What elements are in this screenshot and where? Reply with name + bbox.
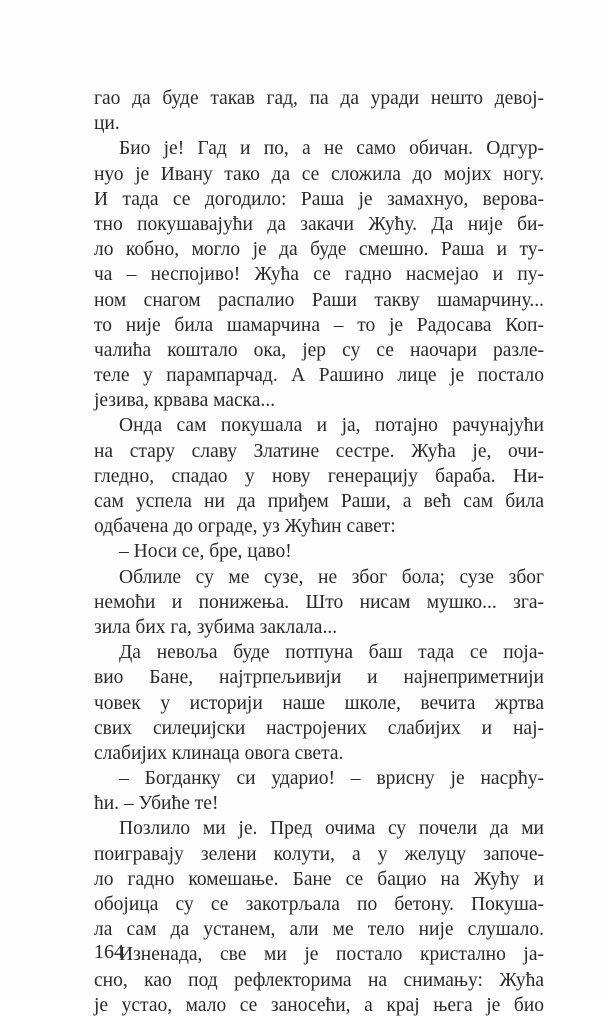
text-line: свих силеџијски настројених слабијих и нај- bbox=[94, 717, 544, 739]
text-line: ло гадно комешање. Бане се бацио на Жућу и bbox=[94, 868, 544, 890]
text-line: гао да буде такав гад, па да уради нешто девој- bbox=[94, 88, 544, 109]
text-line: – Богданку си ударио! – врисну је насрћу- bbox=[119, 768, 544, 790]
text-line: на стару славу Златине сестре. Жућа је, очи- bbox=[94, 440, 544, 462]
text-line: вио Бане, најтрпељивији и најнеприметнији bbox=[94, 667, 544, 689]
text-line: обојица су се закотрљала по бетону. Покуша- bbox=[94, 894, 544, 915]
text-line: одбачена до ограде, уз Жућин савет: bbox=[94, 516, 396, 538]
text-line: Онда сам покушала и ја, потајно рачунајући bbox=[119, 415, 544, 437]
text-line: чалића коштало ока, јер су се наочари разле- bbox=[94, 339, 544, 361]
text-line: Облиле су ме сузе, не због бола; сузе због bbox=[119, 566, 544, 588]
text-line: језива, крвава маска... bbox=[94, 390, 276, 412]
text-line: – Носи се, бре, цаво! bbox=[119, 541, 292, 563]
text-line: ном снагом распалио Раши такву шамарчину... bbox=[94, 289, 544, 311]
text-line: слабијих клинаца овога света. bbox=[94, 742, 344, 764]
text-line: тно покушавајући да закачи Жућу. Да није би- bbox=[94, 213, 544, 235]
text-line: ла сам да устанем, али ме тело није слушало. bbox=[94, 919, 544, 941]
text-line: ци. bbox=[94, 113, 120, 135]
page-number: 164 bbox=[94, 941, 124, 963]
text-line: Позлило ми је. Пред очима су почели да ми bbox=[119, 818, 544, 840]
text-line: Да невоља буде потпуна баш тада се поја- bbox=[119, 642, 544, 664]
body-text bbox=[94, 86, 544, 1018]
text-line: поигравају зелени колути, а у желуцу започе- bbox=[94, 843, 544, 865]
text-line: Био је! Гад и по, а не само обичан. Одгур- bbox=[119, 138, 544, 160]
text-line: човек у историји наше школе, вечита жртва bbox=[94, 692, 544, 714]
text-line: то није била шамарчина – то је Радосава Коп- bbox=[94, 314, 544, 336]
text-line: нуо је Ивану тако да се сложила до мојих ногу. bbox=[94, 163, 544, 185]
text-line: немоћи и понижења. Што нисам мушко... зга- bbox=[94, 591, 544, 613]
text-line: зила бих га, зубима заклала... bbox=[94, 616, 338, 638]
text-line: Изненада, све ми је постало кристално ја- bbox=[119, 944, 544, 966]
text-line: теле у парампарчад. А Рашино лице је постало bbox=[94, 365, 544, 387]
text-line: И тада се догодило: Раша је замахнуо, верова- bbox=[94, 188, 544, 210]
text-line: ћи. – Убиће те! bbox=[94, 793, 219, 815]
text-line: ло кобно, могло је да буде смешно. Раша и ту- bbox=[94, 239, 544, 261]
text-line: сам успела ни да приђем Раши, а већ сам била bbox=[94, 491, 544, 512]
text-line: је устао, мало се заносећи, а крај њега је био bbox=[94, 994, 544, 1016]
text-line: сно, као под рефлекторима на снимању: Жућа bbox=[94, 969, 544, 991]
text-line: гледно, спадао у нову генерацију бараба. Ни- bbox=[94, 465, 544, 487]
text-line: ча – неспојиво! Жућа се гадно насмејао и пу- bbox=[94, 264, 544, 286]
